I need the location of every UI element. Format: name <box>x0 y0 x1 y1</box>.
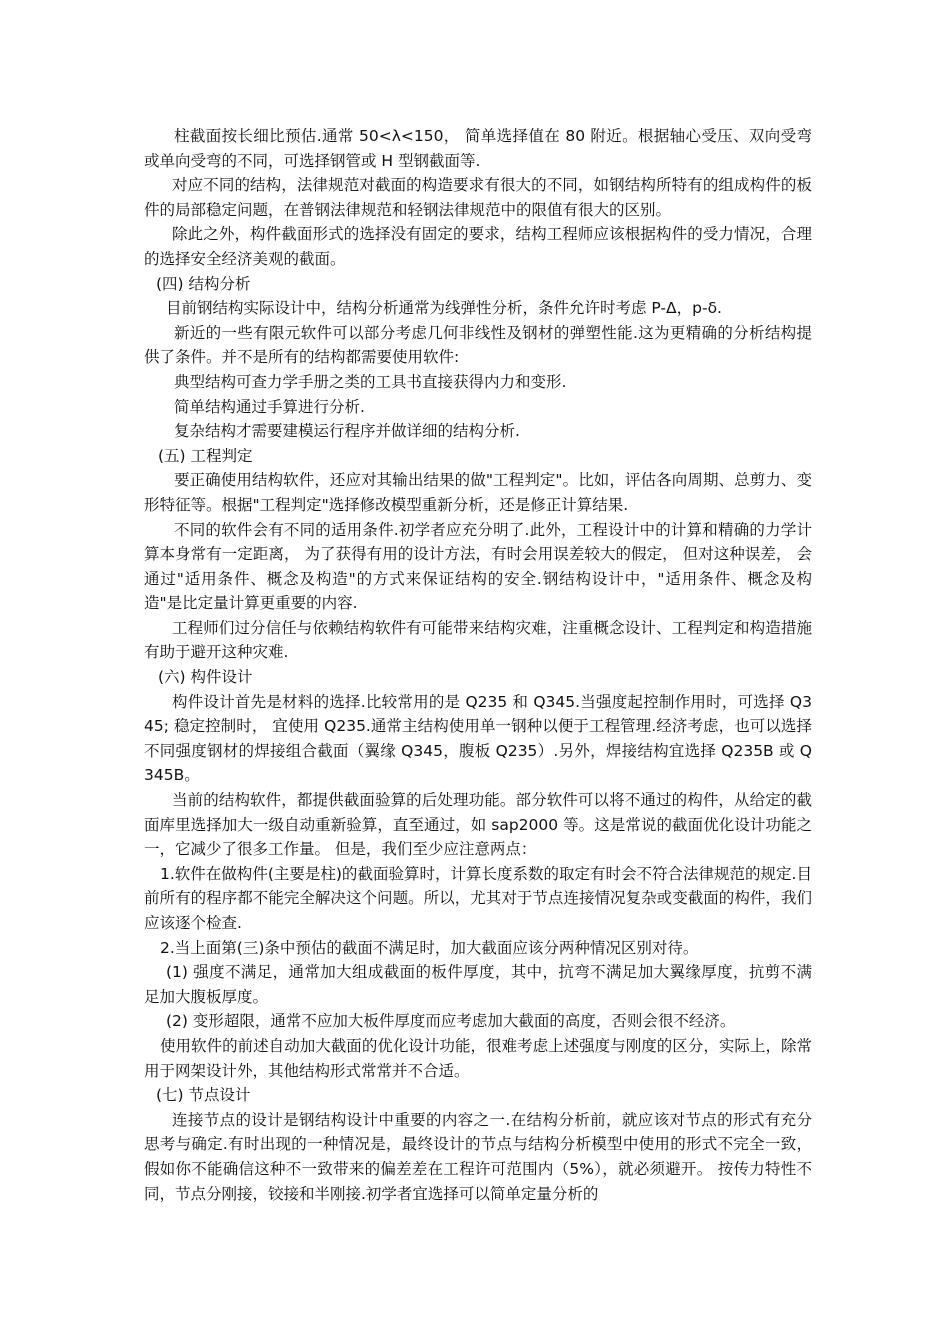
paragraph-software-trust: 工程师们过分信任与依赖结构软件有可能带来结构灾难，注重概念设计、工程判定和构造措施有助于避开这种灾难. <box>144 618 812 662</box>
list-item-complex-structure: 复杂结构才需要建模运行程序并做详细的结构分析. <box>174 422 520 441</box>
list-item-point-2: 2.当上面第(三)条中预估的截面不满足时，加大截面应该分两种情况区别对待。 <box>160 938 699 957</box>
heading-member-design: (六) 构件设计 <box>158 668 253 687</box>
paragraph-code-requirements: 对应不同的结构，法律规范对截面的构造要求有很大的不同，如钢结构所特有的组成构件的板件的局部稳定问题，在普钢法律规范和轻钢法律规范中的限值有很大的区别。 <box>144 176 812 219</box>
paragraph-applicability: 不同的软件会有不同的适用条件.初学者应充分明了.此外，工程设计中的计算和精确的力学计算本身常有一定距离， 为了获得有用的设计方法，有时会用误差较大的假定， 但对这种误差， 会通过"适用条件、概念及构造"的方式来保证结构的安全.钢结构设计中，"适用条件、概念及构造"是比定量计算更重要的内容. <box>144 520 812 613</box>
paragraph-fem-software: 新近的一些有限元软件可以部分考虑几何非线性及钢材的弹塑性能.这为更精确的分析结构提供了条件。并不是所有的结构都需要使用软件: <box>144 323 812 367</box>
list-item-strength: (1) 强度不满足，通常加大组成截面的板件厚度，其中，抗弯不满足加大翼缘厚度，抗剪不满足加大腹板厚度。 <box>144 963 812 1006</box>
heading-joint-design: (七) 节点设计 <box>156 1086 251 1105</box>
paragraph-judgement: 要正确使用结构软件，还应对其输出结果的做"工程判定"。比如，评估各向周期、总剪力、变形特征等。根据"工程判定"选择修改模型重新分析，还是修正计算结果. <box>144 471 812 514</box>
paragraph-section-check: 当前的结构软件，都提供截面验算的后处理功能。部分软件可以将不通过的构件，从给定的截面库里选择加大一级自动重新验算，直至通过，如 sap2000 等。这是常说的截面优化设计功能之一，它减少了很多工作量。 但是，我们至少应注意两点： <box>144 791 812 859</box>
document-body <box>144 124 812 1206</box>
paragraph-column-section: 柱截面按长细比预估.通常 50<λ<150， 简单选择值在 80 附近。根据轴心受压、双向受弯或单向受弯的不同，可选择钢管或 H 型钢截面等. <box>144 127 812 170</box>
paragraph-optimization-limits: 使用软件的前述自动加大截面的优化设计功能，很难考虑上述强度与刚度的区分，实际上，除常用于网架设计外，其他结构形式常常并不合适。 <box>144 1036 812 1080</box>
list-item-typical-structure: 典型结构可查力学手册之类的工具书直接获得内力和变形. <box>174 372 567 391</box>
paragraph-material-selection: 构件设计首先是材料的选择.比较常用的是 Q235 和 Q345.当强度起控制作用时，可选择 Q345; 稳定控制时， 宜使用 Q235.通常主结构使用单一钢种以便于工程管理.经济考虑，也可以选择不同强度钢材的焊接组合截面（翼缘 Q345，腹板 Q235）.另外，焊接结构宜选择 Q235B 或 Q345B。 <box>144 692 812 785</box>
list-item-simple-structure: 简单结构通过手算进行分析. <box>174 397 365 416</box>
heading-engineering-judgement: (五) 工程判定 <box>158 446 253 465</box>
list-item-point-1: 1.软件在做构件(主要是柱)的截面验算时，计算长度系数的取定有时会不符合法律规范的规定.目前所有的程序都不能完全解决这个问题。所以，尤其对于节点连接情况复杂或变截面的构件，我们应该逐个检查. <box>144 864 812 932</box>
heading-structural-analysis: (四) 结构分析 <box>156 274 251 293</box>
paragraph-joint-design: 连接节点的设计是钢结构设计中重要的内容之一.在结构分析前，就应该对节点的形式有充分思考与确定.有时出现的一种情况是，最终设计的节点与结构分析模型中使用的形式不完全一致，假如你不能确信这种不一致带来的偏差差在工程许可范围内（5%），就必须避开。 按传力特性不同，节点分刚接，铰接和半刚接.初学者宜选择可以简单定量分析的 <box>144 1110 812 1203</box>
paragraph-linear-analysis: 目前钢结构实际设计中，结构分析通常为线弹性分析，条件允许时考虑 P-Δ，p-δ. <box>166 299 722 318</box>
paragraph-section-choice: 除此之外，构件截面形式的选择没有固定的要求，结构工程师应该根据构件的受力情况，合理的选择安全经济美观的截面。 <box>144 225 812 268</box>
list-item-deformation: (2) 变形超限，通常不应加大板件厚度而应考虑加大截面的高度，否则会很不经济。 <box>166 1012 736 1031</box>
